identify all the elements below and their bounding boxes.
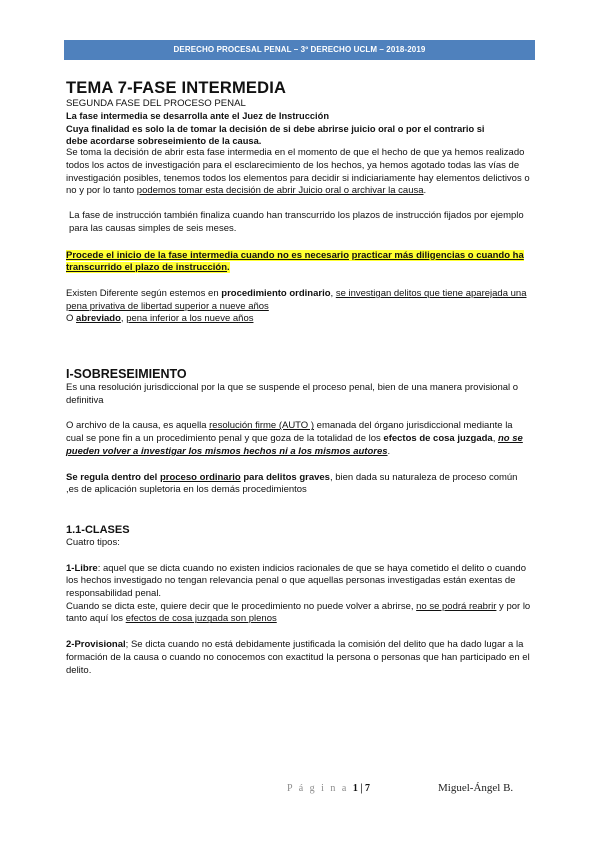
section-sobreseimiento-heading: I-SOBRESEIMIENTO [66,367,187,382]
paragraph-highlight: Procede el inicio de la fase intermedia cuando no es necesario practicar más diligencias o cuando ha transcurrido el plazo de instrucción. [66,249,524,274]
intro-line-2: Cuya finalidad es solo la de tomar la decisión de si debe abrirse juicio oral o por el contrario si [66,123,485,134]
intro-line-1: La fase intermedia se desarrolla ante el Juez de Instrucción [66,111,329,122]
clase-libre: 1-Libre: aquel que se dicta cuando no existen indicios racionales de que se haya cometido el delito o cuando los hechos investigado no tengan relevancia penal o que aquellas personas investigadas están exentas de responsabilidad penal. Cuando se dicta este, quiere decir que le procedimiento no puede volver a abrirse, no se podrá reabrir y por lo tanto aquí los efectos de cosa juzgada son plenos [66,562,531,625]
page-title: TEMA 7-FASE INTERMEDIA [66,79,287,97]
section-clases-heading: 1.1-CLASES [66,523,130,536]
intro-line-3: debe acordarse sobreseimiento de la causa. [66,136,262,146]
sobreseimiento-archivo: O archivo de la causa, es aquella resolución firme (AUTO ) emanada del órgano jurisdiccional mediante la cual se pone fin a un procedimiento penal y que goza de la totalidad de los efectos de cosa juzgada, no se pueden volver a investigar los mismos hechos ni a los mismos autores. [66,420,523,457]
paragraph-decision: Se toma la decisión de abrir esta fase intermedia en el momento de que el hecho de que ya hemos realizado todos los actos de investigación para el esclarecimiento de los hechos, ya hemos agotado todas las vías de investigación posibles, tenemos todos los elementos para decidir si indiciariamente hay elementos delictivos o no y por lo tanto podemos tomar esta decisión de abrir Juicio oral o archivar la causa. [66,147,530,197]
subtitle: SEGUNDA FASE DEL PROCESO PENAL [66,98,246,109]
author-name: Miguel-Ángel B. [438,782,514,794]
document-header: DERECHO PROCESAL PENAL – 3º DERECHO UCLM – 2018-2019 [64,40,535,60]
clases-intro: Cuatro tipos: [66,536,120,548]
paragraph-plazos: La fase de instrucción también finaliza cuando han transcurrido los plazos de instrucción fijados por ejemplo para las causas simples de seis meses. [69,210,524,234]
sobreseimiento-regulacion: Se regula dentro del proceso ordinario para delitos graves, bien dada su naturaleza de proceso común ,es de aplicación supletoria en los demás procedimientos [66,471,518,496]
page-content [66,78,532,677]
clase-provisional: 2-Provisional; Se dicta cuando no está debidamente justificada la comisión del delito que ha dado lugar a la formación de la causa o cuando no conocemos con exactitud la persona o personas que han participado en el delito. [66,639,530,676]
page-number: P á g i n a 1 | 7 [287,783,371,794]
paragraph-procedimientos: Existen Diferente según estemos en procedimiento ordinario, se investigan delitos que tiene aparejada una pena privativa de libertad superior a nueve años O abreviado, pena inferior a los nueve años [66,287,527,325]
sobreseimiento-definition: Es una resolución jurisdiccional por la que se suspende el proceso penal, bien de una manera provisional o definitiva [66,382,519,406]
